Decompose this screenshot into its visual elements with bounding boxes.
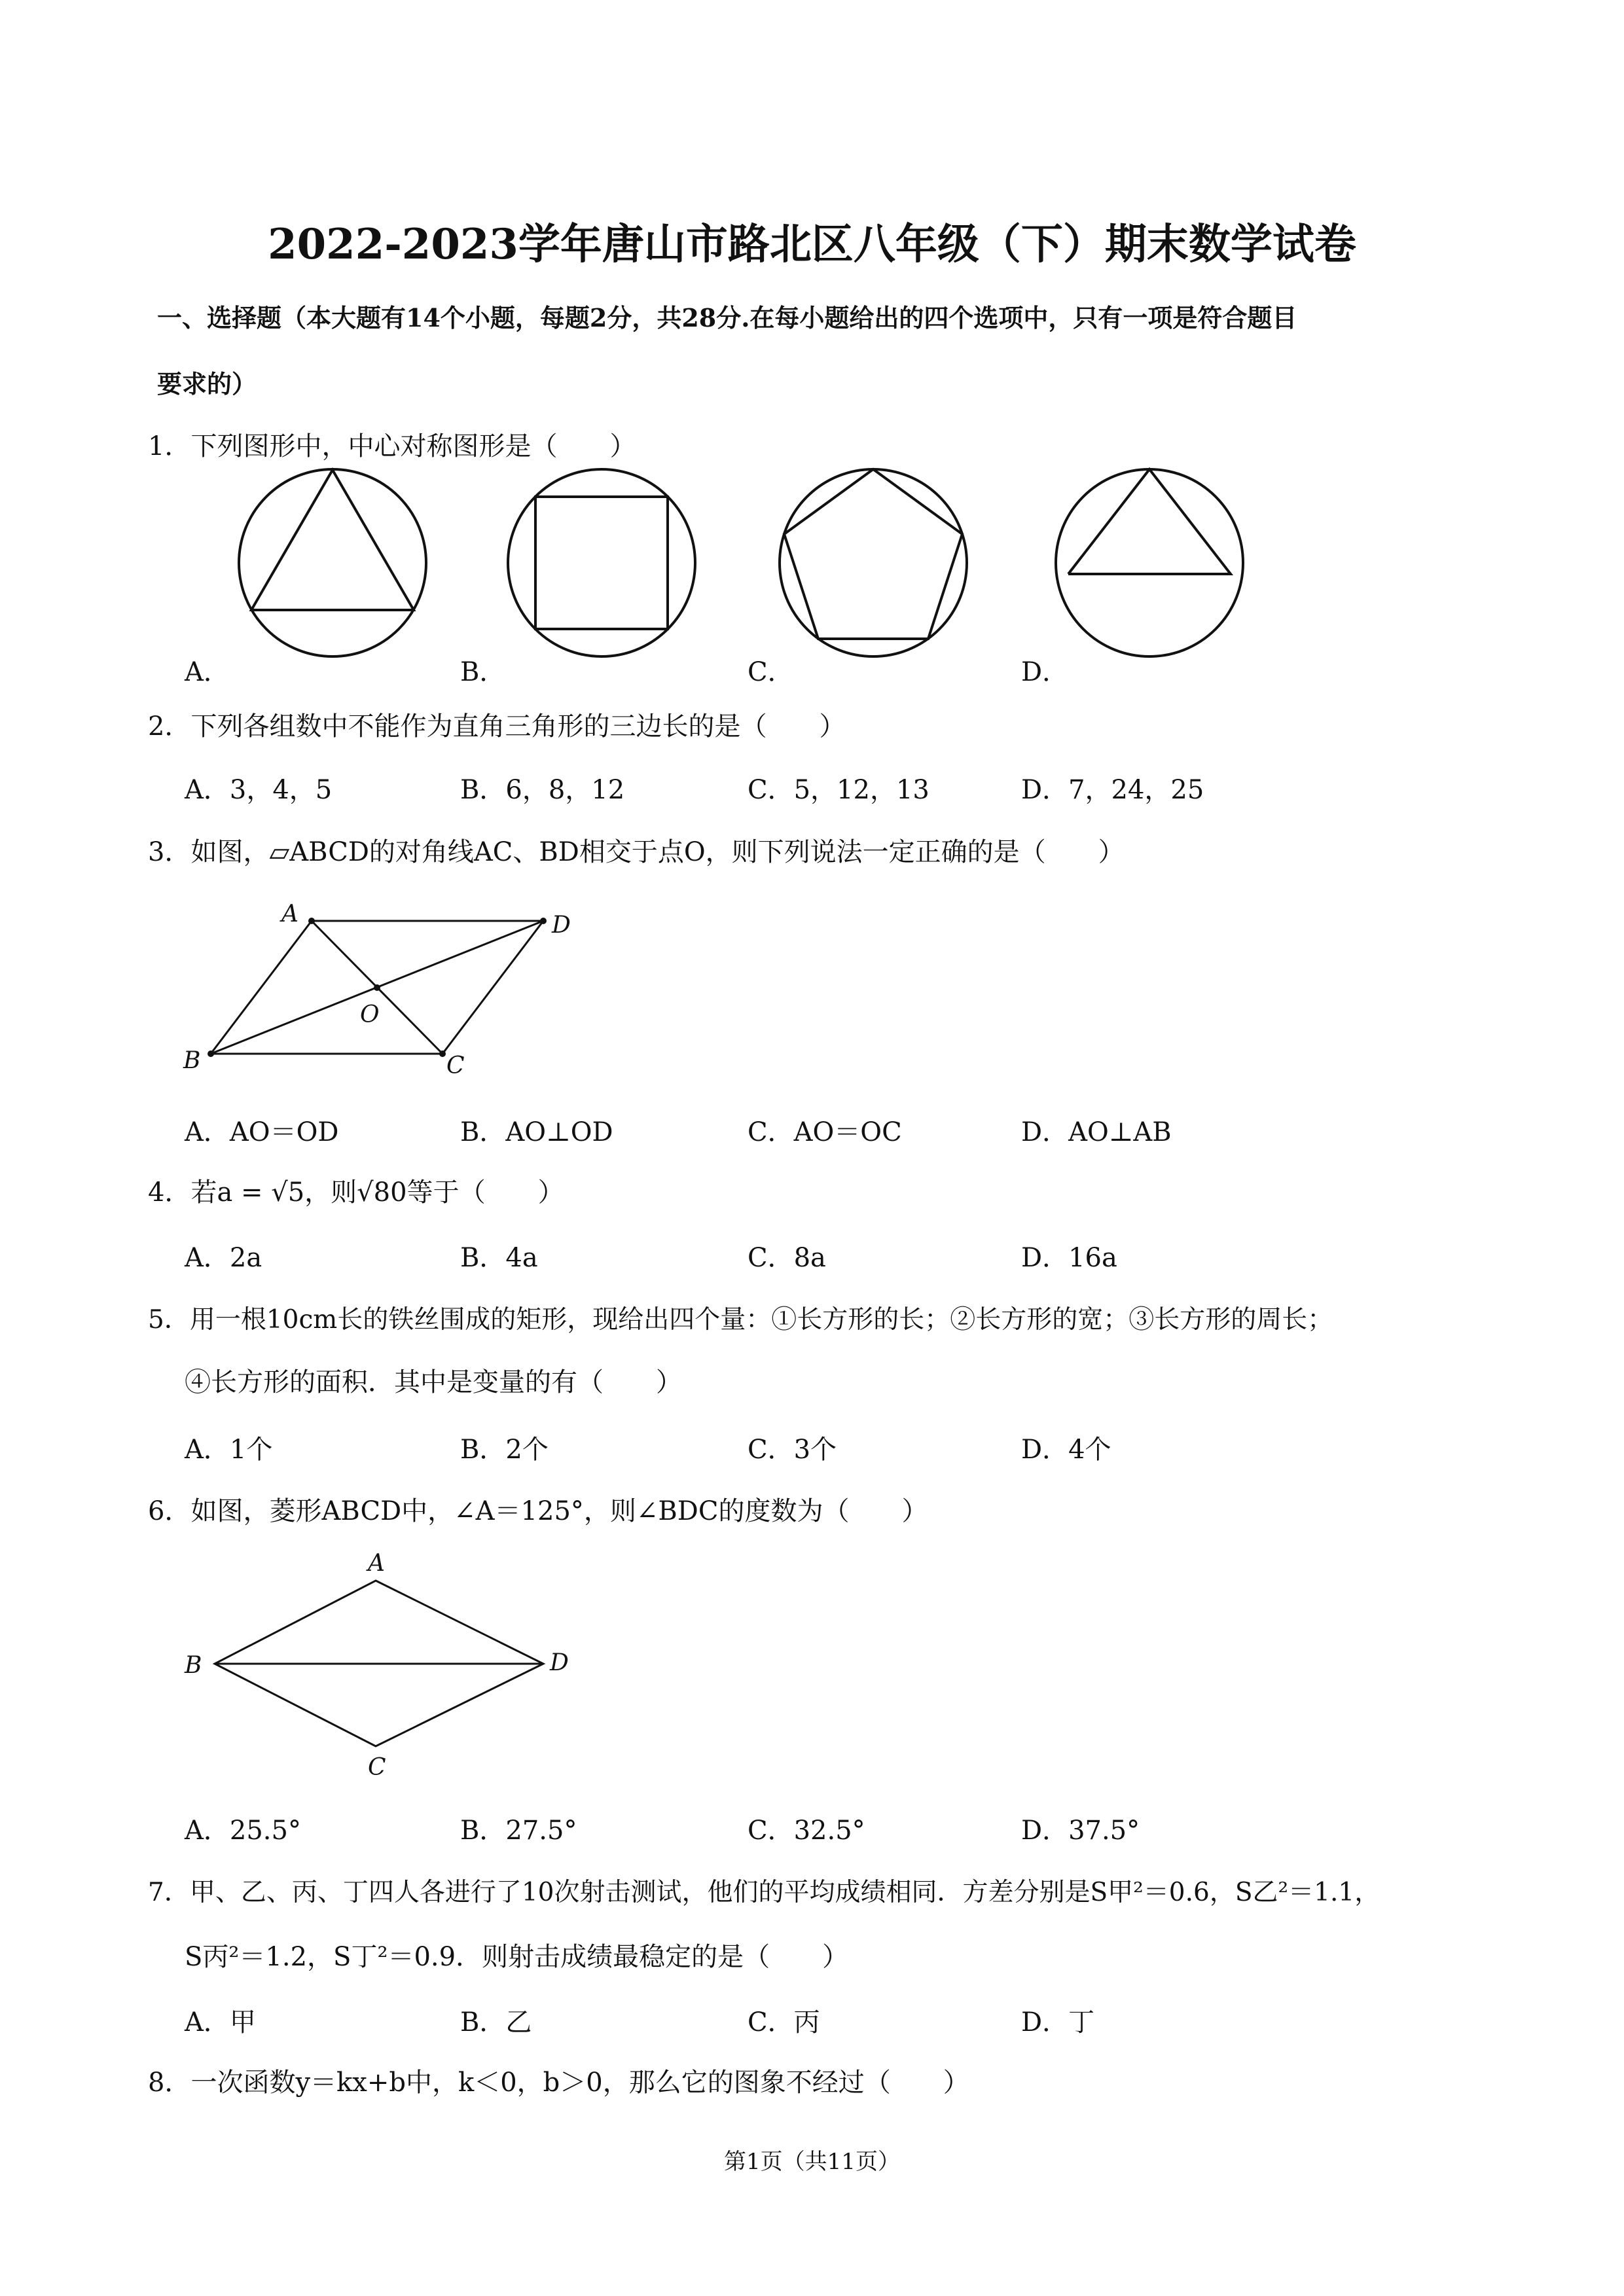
q7-option-d: D．丁 xyxy=(1021,2007,1095,2037)
question-7-stem-line1: 7．甲、乙、丙、丁四人各进行了10次射击测试，他们的平均成绩相同．方差分别是S甲²＝0.6，S乙²＝1.1， xyxy=(148,1878,1380,1907)
q2-option-d: D．7，24，25 xyxy=(1021,775,1204,805)
q3-option-b: B．AO⊥OD xyxy=(460,1117,613,1147)
q1-option-c: C． xyxy=(748,657,794,687)
q6-option-d: D．37.5° xyxy=(1021,1816,1140,1846)
q7-option-b: B．乙 xyxy=(460,2007,532,2037)
q3-parallelogram-figure xyxy=(0,890,1624,1100)
q1-option-d: D． xyxy=(1021,657,1069,687)
q5-option-d: D．4个 xyxy=(1021,1435,1111,1465)
question-3-stem: 3．如图，▱ABCD的对角线AC、BD相交于点O，则下列说法一定正确的是（ ） xyxy=(148,837,1125,867)
question-1-stem: 1．下列图形中，中心对称图形是（ ） xyxy=(148,431,636,461)
q3-label-b: B xyxy=(183,1047,201,1074)
question-4-stem: 4．若a = √5，则√80等于（ ） xyxy=(148,1177,564,1208)
q5-option-a: A．1个 xyxy=(185,1435,273,1465)
q2-option-c: C．5，12，13 xyxy=(748,775,929,805)
q1-d-circle xyxy=(1056,469,1243,656)
q6-rhombus-figure xyxy=(0,1538,1624,1787)
page-title: 2022-2023学年唐山市路北区八年级（下）期末数学试卷 xyxy=(268,220,1356,269)
q3-label-c: C xyxy=(446,1052,465,1079)
q6-label-b: B xyxy=(185,1652,202,1679)
q6-label-d: D xyxy=(550,1649,569,1676)
q6-label-a: A xyxy=(368,1550,385,1577)
q7-option-c: C．丙 xyxy=(748,2007,820,2037)
q6-option-b: B．27.5° xyxy=(460,1816,577,1846)
q1-option-b: B． xyxy=(460,657,506,687)
q1-b-square xyxy=(535,497,668,629)
q1-figures xyxy=(0,471,1624,655)
page-footer: 第1页（共11页） xyxy=(724,2149,900,2175)
question-2-stem: 2．下列各组数中不能作为直角三角形的三边长的是（ ） xyxy=(148,711,846,742)
q4-option-a: A．2a xyxy=(185,1243,262,1273)
q1-option-a: A． xyxy=(185,657,230,687)
section-heading-line1: 一、选择题（本大题有14个小题，每题2分，共28分.在每小题给出的四个选项中，只有一项是符合题目 xyxy=(157,303,1297,332)
q7-option-a: A．甲 xyxy=(185,2007,256,2037)
q5-option-c: C．3个 xyxy=(748,1435,837,1465)
question-8-stem: 8．一次函数y＝kx+b中，k＜0，b＞0，那么它的图象不经过（ ） xyxy=(148,2068,969,2098)
q3-label-o: O xyxy=(360,1001,380,1028)
q2-option-a: A．3，4，5 xyxy=(185,775,333,805)
question-6-stem: 6．如图，菱形ABCD中，∠A＝125°，则∠BDC的度数为（ ） xyxy=(148,1496,928,1526)
q3-label-d: D xyxy=(552,912,571,939)
q3-option-d: D．AO⊥AB xyxy=(1021,1117,1172,1147)
q3-label-a: A xyxy=(281,901,298,927)
q1-d-triangle xyxy=(1068,469,1231,574)
q2-option-b: B．6，8，12 xyxy=(460,775,625,805)
q4-option-b: B．4a xyxy=(460,1243,538,1273)
q1-a-circle xyxy=(239,469,426,656)
question-5-stem-line1: 5．用一根10cm长的铁丝围成的矩形，现给出四个量：①长方形的长；②长方形的宽；③长方形的周长； xyxy=(148,1305,1333,1335)
q3-option-a: A．AO＝OD xyxy=(185,1117,339,1147)
q3-option-c: C．AO＝OC xyxy=(748,1117,902,1147)
question-5-stem-line2: ④长方形的面积．其中是变量的有（ ） xyxy=(185,1367,682,1397)
q6-option-c: C．32.5° xyxy=(748,1816,865,1846)
q4-option-c: C．8a xyxy=(748,1243,826,1273)
q6-option-a: A．25.5° xyxy=(185,1816,301,1846)
question-7-stem-line2: S丙²＝1.2，S丁²＝0.9．则射击成绩最稳定的是（ ） xyxy=(185,1942,849,1972)
q5-option-b: B．2个 xyxy=(460,1435,549,1465)
q6-label-c: C xyxy=(368,1754,386,1781)
section-heading-line2: 要求的） xyxy=(157,369,257,399)
q1-a-triangle xyxy=(251,470,414,610)
q1-c-circle xyxy=(780,469,967,656)
q4-option-d: D．16a xyxy=(1021,1243,1117,1273)
